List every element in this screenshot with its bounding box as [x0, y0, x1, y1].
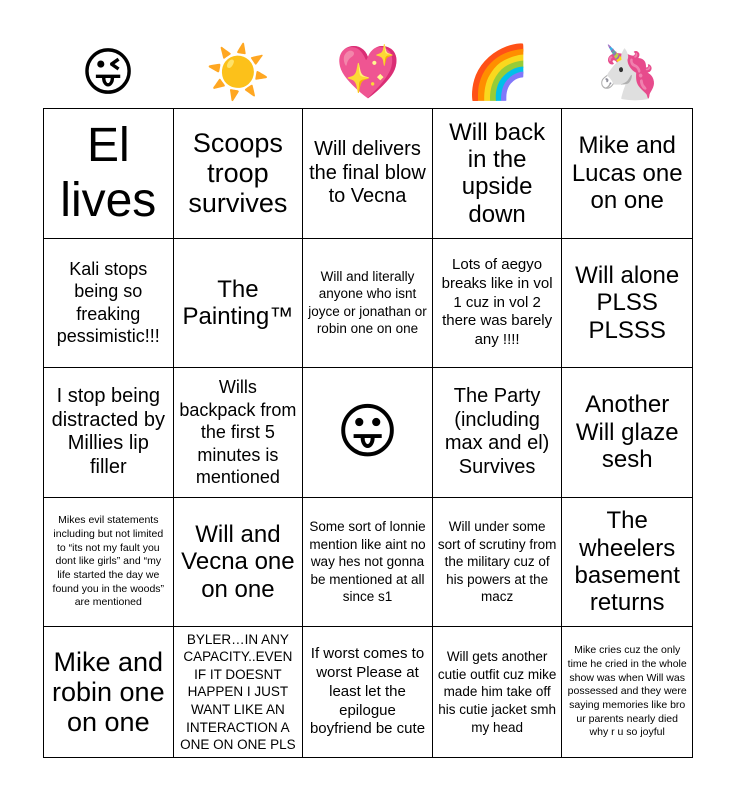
- cell-text: Mikes evil statements including but not limited to “its not my fault you dont like girls” and “my life started the day we found you in the woods” are mentioned: [52, 514, 165, 609]
- bingo-cell[interactable]: [44, 239, 174, 369]
- bingo-cell[interactable]: [303, 239, 433, 369]
- bingo-cell[interactable]: [174, 627, 304, 757]
- bingo-cell[interactable]: [174, 368, 304, 498]
- header-emoji-row: [43, 38, 693, 108]
- face-with-tongue-icon: 😛: [336, 397, 399, 468]
- rainbow-icon: 🌈: [465, 43, 531, 103]
- cell-text: Mike and Lucas one on one: [571, 132, 683, 214]
- bingo-cell[interactable]: [562, 627, 692, 757]
- bingo-cell[interactable]: [303, 109, 433, 239]
- cell-text: Kali stops being so freaking pessimistic!!!: [56, 258, 160, 347]
- cell-text: Another Will glaze sesh: [575, 391, 679, 474]
- bingo-cell[interactable]: [44, 498, 174, 628]
- sun-icon: ☀️: [205, 43, 271, 103]
- cell-text: Lots of aegyo breaks like in vol 1 cuz in vol 2 there was barely any !!!!: [441, 256, 553, 349]
- cell-text: The wheelers basement returns: [574, 507, 680, 617]
- winking-face-with-tongue-icon: 😜: [80, 43, 136, 103]
- cell-text: Mike and robin one on one: [52, 646, 165, 738]
- cell-text: Mike cries cuz the only time he cried in the whole show was when Will was possessed and they were saying memories like bro ur parents nearly died why r u so joyful: [567, 644, 687, 739]
- bingo-cell[interactable]: [433, 109, 563, 239]
- bingo-cell[interactable]: [562, 368, 692, 498]
- bingo-cell[interactable]: [433, 239, 563, 369]
- cell-text: Will and literally anyone who isnt joyce or jonathan or robin one on one: [308, 268, 427, 337]
- cell-text: Will alone PLSS PLSSS: [575, 261, 680, 344]
- cell-text: El lives: [60, 119, 157, 228]
- cell-text: Will back in the upside down: [449, 118, 546, 228]
- sparkling-heart-icon: 💖: [335, 43, 401, 103]
- bingo-cell[interactable]: [174, 498, 304, 628]
- cell-text: Some sort of lonnie mention like aint no way hes not gonna be mentioned at all since s1: [309, 519, 426, 605]
- bingo-cell[interactable]: [44, 368, 174, 498]
- bingo-cell[interactable]: [303, 627, 433, 757]
- cell-text: The Party (including max and el) Survives: [444, 385, 550, 479]
- cell-text: Will and Vecna one on one: [181, 521, 295, 603]
- cell-text: Will under some sort of scrutiny from the military cuz of his powers at the macz: [437, 519, 557, 605]
- cell-text: BYLER…IN ANY CAPACITY..EVEN IF IT DOESNT HAPPEN I JUST WANT LIKE AN INTERACTION A ONE ON ONE PLS: [180, 631, 296, 753]
- bingo-cell[interactable]: [433, 368, 563, 498]
- cell-text: Will gets another cutie outfit cuz mike made him take off his cutie jacket smh my head: [437, 649, 557, 735]
- bingo-cell[interactable]: [303, 498, 433, 628]
- bingo-cell[interactable]: [44, 627, 174, 757]
- bingo-cell[interactable]: [562, 109, 692, 239]
- cell-text: Will delivers the final blow to Vecna: [309, 137, 426, 208]
- bingo-grid: [43, 108, 693, 758]
- cell-text: I stop being distracted by Millies lip filler: [51, 385, 165, 479]
- bingo-cell[interactable]: [562, 239, 692, 369]
- bingo-cell[interactable]: [433, 627, 563, 757]
- bingo-cell[interactable]: [562, 498, 692, 628]
- bingo-cell[interactable]: [174, 239, 304, 369]
- cell-text: Scoops troop survives: [188, 127, 288, 219]
- cell-text: If worst comes to worst Please at least let the epilogue boyfriend be cute: [309, 645, 426, 738]
- bingo-cell[interactable]: [433, 498, 563, 628]
- cell-text: Wills backpack from the first 5 minutes is mentioned: [179, 377, 297, 488]
- cell-text: The Painting™: [182, 275, 294, 330]
- bingo-cell[interactable]: [44, 109, 174, 239]
- bingo-cell[interactable]: [174, 109, 304, 239]
- free-space-cell[interactable]: [303, 368, 433, 498]
- unicorn-icon: 🦄: [595, 43, 661, 103]
